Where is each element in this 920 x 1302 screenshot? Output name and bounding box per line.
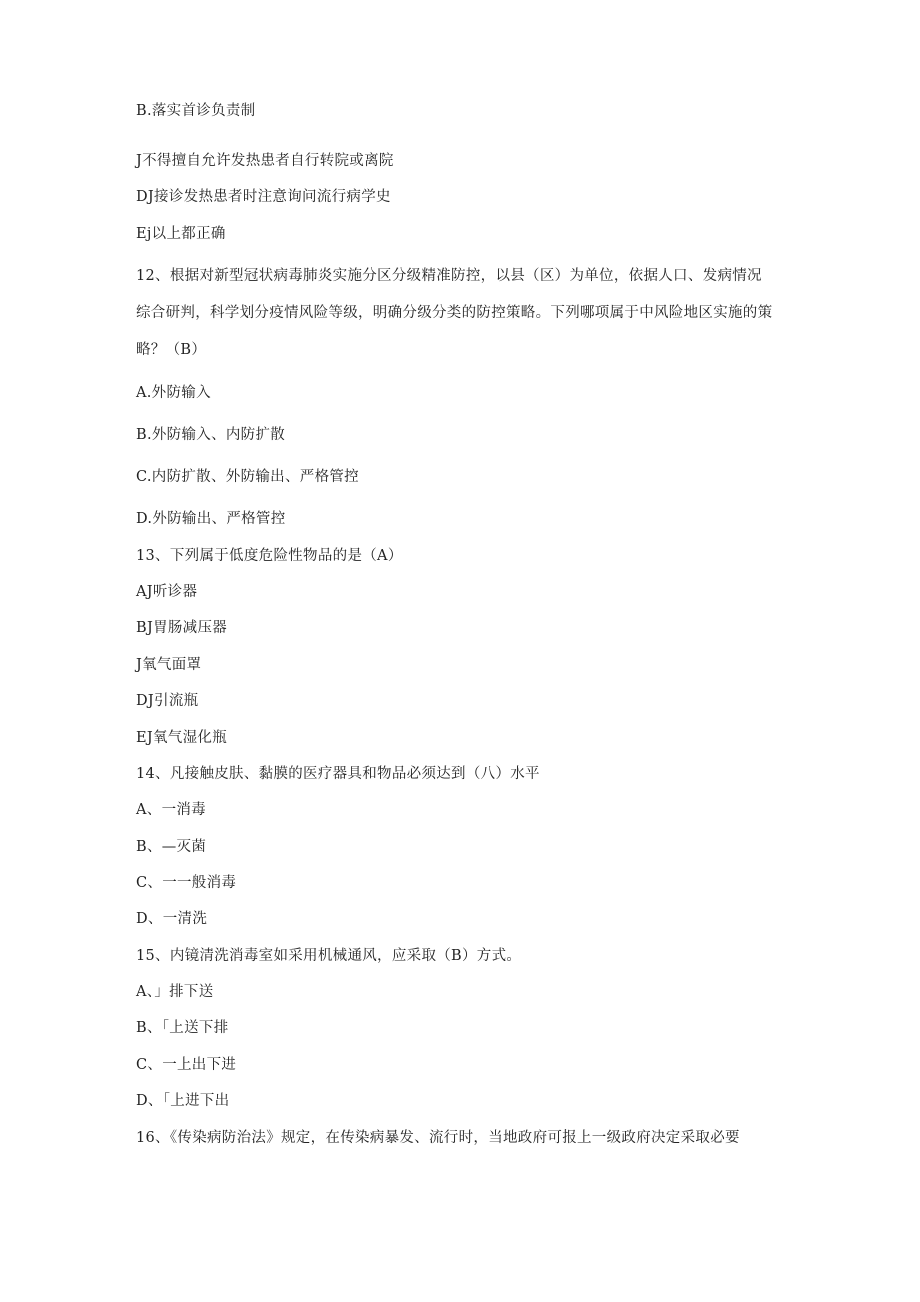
q13-option-b: BJ胃肠减压器 [136, 620, 228, 636]
q15-option-a: A、」排下送 [136, 984, 214, 1000]
q12-option-c: C.内防扩散、外防输出、严格管控 [136, 469, 359, 485]
q14-option-a: A、一消毒 [136, 802, 206, 818]
question-13: 13、下列属于低度危险性物品的是（A） [136, 548, 403, 564]
q13-option-d: DJ引流瓶 [136, 693, 199, 709]
q13-option-a: AJ听诊器 [136, 584, 198, 600]
q15-option-c: C、一上出下进 [136, 1057, 237, 1073]
q12-option-a: A.外防输入 [136, 385, 211, 401]
q13-option-c: J氧气面罩 [136, 657, 202, 673]
q13-option-e: EJ氧气湿化瓶 [136, 730, 227, 746]
q14-option-b: B、—灭菌 [136, 839, 207, 855]
q14-option-d: D、一清洗 [136, 911, 208, 927]
option-c-no-transfer: J不得擅自允许发热患者自行转院或离院 [136, 153, 394, 169]
question-16: 16、《传染病防治法》规定，在传染病暴发、流行时，当地政府可报上一级政府决定采取必要 [136, 1130, 740, 1146]
option-b-first-visit: B.落实首诊负责制 [136, 103, 256, 119]
option-d-epidemiology: DJ接诊发热患者时注意询问流行病学史 [136, 189, 391, 205]
q12-option-b: B.外防输入、内防扩散 [136, 427, 286, 443]
option-e-all-correct: Ej以上都正确 [136, 226, 226, 242]
q14-option-c: C、一一般消毒 [136, 875, 237, 891]
q12-option-d: D.外防输出、严格管控 [136, 511, 286, 527]
question-12: 12、根据对新型冠状病毒肺炎实施分区分级精准防控，以县（区）为单位，依据人口、发病情况综合研判，科学划分疫情风险等级，明确分级分类的防控策略。下列哪项属于中风险地区实施的策略？（B） [136, 268, 773, 358]
question-14: 14、凡接触皮肤、黏膜的医疗器具和物品必须达到（八）水平 [136, 766, 540, 782]
question-15: 15、内镜清洗消毒室如采用机械通风，应采取（B）方式。 [136, 948, 522, 964]
q15-option-d: D、「上进下出 [136, 1093, 230, 1109]
q15-option-b: B、「上送下排 [136, 1020, 229, 1036]
